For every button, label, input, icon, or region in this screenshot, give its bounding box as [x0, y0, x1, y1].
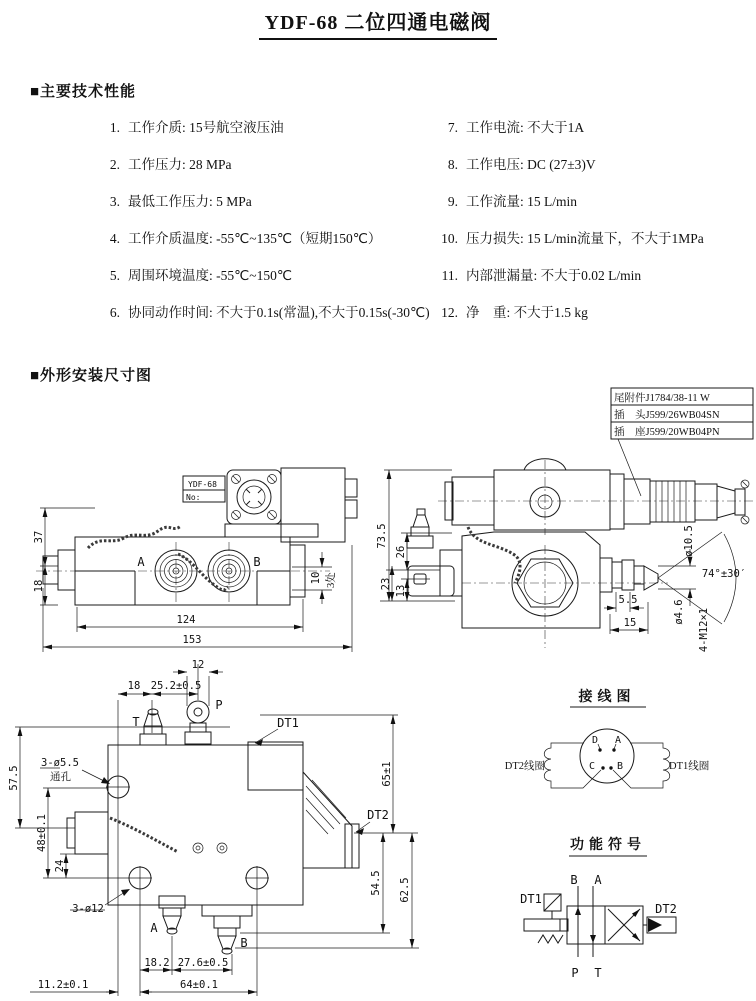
- dim-10: 10: [310, 571, 322, 585]
- dim-13: 13: [395, 584, 407, 598]
- spec-item-12: [432, 305, 754, 342]
- chain-top: [110, 818, 178, 852]
- dim-124: 124: [176, 614, 196, 626]
- holes-small-label2: 通孔: [50, 772, 71, 783]
- symbol-dt2-label: DT2: [655, 902, 677, 916]
- nameplate-model: YDF-68: [188, 480, 217, 489]
- spec-text: 净 重: 不大于1.5 kg: [466, 305, 588, 320]
- spec-num: 1.: [109, 120, 120, 135]
- wiring-pin-a: A: [614, 735, 622, 746]
- title-wrap: [0, 6, 756, 40]
- dim-25-2: 25.2±0.5: [150, 680, 202, 692]
- dim-37: 37: [33, 530, 45, 544]
- side-view: [376, 459, 753, 652]
- specs-column-right: [432, 120, 754, 342]
- spec-item-4: [94, 231, 434, 268]
- spec-text: 压力损失: 15 L/min流量下，不大于1MPa: [466, 231, 704, 246]
- top-port-p-label: P: [215, 698, 223, 712]
- callout-row-1: 尾附件J1784/38-11 W: [614, 393, 710, 404]
- dim-11-2: 11.2±0.1: [37, 979, 89, 991]
- symbol-port-p: P: [571, 966, 579, 980]
- symbol-port-t: T: [594, 966, 602, 980]
- spec-text: 工作电流: 不大于1A: [466, 120, 585, 135]
- spec-text: 工作介质温度: -55℃~135℃（短期150℃）: [128, 231, 382, 246]
- dim-64: 64±0.1: [180, 979, 218, 991]
- top-port-b-label: B: [240, 936, 248, 950]
- spec-text: 内部泄漏量: 不大于0.02 L/min: [466, 268, 642, 283]
- holes-small-label: 3-ø5.5: [41, 757, 79, 769]
- section-heading-specs: ■主要技术性能: [30, 84, 137, 100]
- dim-23: 23: [380, 577, 392, 591]
- spec-num: 5.: [109, 268, 120, 283]
- top-port-t-label: T: [132, 715, 140, 729]
- dim-73-5: 73.5: [376, 523, 388, 549]
- spec-text: 工作流量: 15 L/min: [466, 194, 577, 209]
- dim-26: 26: [395, 545, 407, 559]
- dim-w18: 18: [127, 680, 141, 692]
- spec-num: 11.: [441, 268, 458, 283]
- wiring-pin-d: D: [591, 735, 599, 746]
- dim-15: 15: [623, 617, 637, 629]
- dim-cone-dia: ø10.5: [683, 525, 695, 557]
- function-symbol: [520, 836, 677, 980]
- spec-text: 周围环境温度: -55℃~150℃: [128, 268, 292, 283]
- spec-item-7: [432, 120, 754, 157]
- spec-item-9: [432, 194, 754, 231]
- coil-right-label: DT1线圈: [669, 761, 710, 772]
- front-view-dims: [33, 508, 352, 652]
- coil-left-label: DT2线圈: [504, 761, 545, 772]
- dim-54-5: 54.5: [370, 870, 382, 896]
- dimension-drawing: [0, 381, 756, 1001]
- spec-num: 7.: [447, 120, 458, 135]
- spec-item-3: [94, 194, 434, 231]
- symbol-port-a: A: [594, 873, 602, 887]
- page-title: YDF-68 二位四通电磁阀: [259, 6, 498, 40]
- top-view-dims: [8, 659, 419, 996]
- dim-3-places: 3处: [326, 572, 337, 588]
- wiring-pin-b: B: [616, 761, 624, 772]
- dim-tip-dia: ø4.6: [673, 599, 685, 625]
- section-heading-outline: ■外形安装尺寸图: [30, 368, 153, 384]
- spec-num: 6.: [109, 305, 120, 320]
- dim-65: 65±1: [381, 761, 393, 787]
- dim-12: 12: [191, 659, 205, 671]
- nameplate-no: No:: [186, 493, 201, 502]
- holes-big-label: 3-ø12: [72, 903, 104, 915]
- dim-48: 48±0.1: [36, 814, 48, 852]
- callout-row-3: 插 座J599/20WB04PN: [614, 427, 720, 438]
- top-view: [8, 659, 419, 996]
- spec-item-2: [94, 157, 434, 194]
- connector-knurl: [656, 481, 686, 522]
- spec-num: 2.: [109, 157, 120, 172]
- spec-item-1: [94, 120, 434, 157]
- callout-row-2: 插 头J599/26WB04SN: [614, 410, 720, 421]
- specs-column-left: [94, 120, 434, 342]
- dim-5-5: 5.5: [618, 594, 638, 606]
- spec-num: 10.: [441, 231, 458, 246]
- dim-thread: 4-M12×1: [698, 607, 710, 653]
- spec-num: 4.: [109, 231, 120, 246]
- dim-24: 24: [54, 859, 66, 873]
- dim-angle: 74°±30′: [701, 568, 747, 580]
- top-dt2-label: DT2: [367, 808, 389, 822]
- spec-item-6: [94, 305, 434, 342]
- dim-62-5: 62.5: [399, 877, 411, 903]
- hatch-wedge: [306, 780, 346, 834]
- spec-text: 工作压力: 28 MPa: [128, 157, 232, 172]
- spec-num: 8.: [447, 157, 458, 172]
- spec-item-11: [432, 268, 754, 305]
- spec-item-10: [432, 231, 754, 268]
- dim-18: 18: [33, 579, 45, 593]
- spec-text: 协同动作时间: 不大于0.1s(常温),不大于0.15s(-30℃): [128, 305, 430, 320]
- spec-item-5: [94, 268, 434, 305]
- callout-leader: [618, 439, 641, 496]
- spec-text: 工作电压: DC (27±3)V: [466, 157, 596, 172]
- symbol-title: 功能符号: [570, 838, 646, 853]
- dim-57-5: 57.5: [8, 765, 20, 791]
- spec-text: 工作介质: 15号航空液压油: [128, 120, 284, 135]
- wiring-pin-c: C: [588, 761, 596, 772]
- dim-18-2: 18.2: [144, 957, 170, 969]
- side-view-dims: [376, 470, 710, 652]
- connector-callout: [611, 388, 753, 496]
- front-view: [33, 468, 357, 652]
- spec-text: 最低工作压力: 5 MPa: [128, 194, 252, 209]
- spec-num: 9.: [447, 194, 458, 209]
- spec-num: 12.: [441, 305, 458, 320]
- symbol-port-b: B: [570, 873, 578, 887]
- front-port-a-label: A: [137, 555, 145, 569]
- front-port-b-label: B: [253, 555, 261, 569]
- wiring-diagram: [505, 688, 710, 788]
- spring-zigzag: [538, 935, 563, 943]
- dim-153: 153: [182, 634, 202, 646]
- top-dt1-label: DT1: [277, 716, 299, 730]
- symbol-dt1-label: DT1: [520, 892, 542, 906]
- top-port-a-label: A: [150, 921, 158, 935]
- chain-side: [468, 527, 520, 583]
- wiring-title: 接线图: [578, 690, 636, 705]
- spec-item-8: [432, 157, 754, 194]
- dim-27-6: 27.6±0.5: [177, 957, 229, 969]
- spec-num: 3.: [109, 194, 120, 209]
